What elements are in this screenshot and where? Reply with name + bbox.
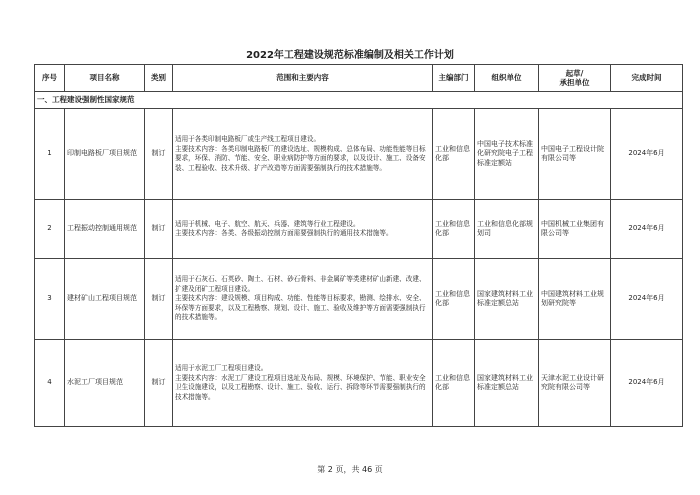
- table-row: [35, 259, 683, 340]
- cell-org: 国家建筑材料工业标准定额总站: [475, 340, 539, 427]
- cell-name: 工程振动控制通用规范: [65, 200, 145, 259]
- cell-dept: 工业和信息化部: [433, 340, 475, 427]
- cell-time: 2024年6月: [611, 200, 683, 259]
- cell-dept: 工业和信息化部: [433, 200, 475, 259]
- cell-type: 制订: [145, 109, 173, 200]
- cell-scope: 适用于机械、电子、航空、航天、兵器、建筑等行业工程建设。 主要技术内容：各类、各级振动控制方面需要强制执行的通用技术措施等。: [173, 200, 433, 259]
- header-time: 完成时间: [611, 65, 683, 92]
- cell-drafter: 中国电子工程设计院有限公司等: [539, 109, 611, 200]
- section-title: 一、工程建设强制性国家规范: [35, 92, 683, 109]
- cell-org: 工业和信息化部规划司: [475, 200, 539, 259]
- cell-name: 建材矿山工程项目规范: [65, 259, 145, 340]
- document-title: 2022年工程建设规范标准编制及相关工作计划: [246, 50, 454, 61]
- cell-type: 制订: [145, 200, 173, 259]
- cell-name: 印制电路板厂项目规范: [65, 109, 145, 200]
- cell-dept: 工业和信息化部: [433, 259, 475, 340]
- header-type: 类别: [145, 65, 173, 92]
- cell-dept: 工业和信息化部: [433, 109, 475, 200]
- cell-scope: 适用于水泥工厂工程项目建设。 主要技术内容：水泥工厂建设工程项目选址及布局、规模、环境保护、节能、职业安全卫生设施建设，以及工程勘察、设计、施工、验收、运行、拆除等环节需要强制执行的技术措施等。: [173, 340, 433, 427]
- header-dept: 主编部门: [433, 65, 475, 92]
- cell-no: 4: [35, 340, 65, 427]
- plan-table: [34, 64, 683, 427]
- cell-drafter: 中国建筑材料工业规划研究院等: [539, 259, 611, 340]
- header-org: 组织单位: [475, 65, 539, 92]
- header-no: 序号: [35, 65, 65, 92]
- header-row: [35, 65, 683, 92]
- cell-type: 制订: [145, 340, 173, 427]
- page-footer: 第 2 页，共 46 页: [317, 465, 383, 474]
- cell-drafter: 中国机械工业集团有限公司等: [539, 200, 611, 259]
- cell-no: 2: [35, 200, 65, 259]
- cell-type: 制订: [145, 259, 173, 340]
- header-drafter: 起草/ 承担单位: [539, 65, 611, 92]
- table-row: [35, 200, 683, 259]
- cell-scope: 适用于石灰石、石英砂、陶土、石材、砂石骨料、非金属矿等类建材矿山新建、改建、扩建及闭矿工程项目建设。 主要技术内容：建设规模、项目构成、功能、性能等目标要求，勘测、绘排水、安全、环保等方面要求，以及工程勘察、规划、设计、施工、验收及维护等方面需要强制执行的技术措施等。: [173, 259, 433, 340]
- header-scope: 范围和主要内容: [173, 65, 433, 92]
- cell-time: 2024年6月: [611, 340, 683, 427]
- cell-org: 中国电子技术标准化研究院电子工程标准定额站: [475, 109, 539, 200]
- cell-drafter: 天津水泥工业设计研究院有限公司等: [539, 340, 611, 427]
- cell-name: 水泥工厂项目规范: [65, 340, 145, 427]
- table-row: [35, 340, 683, 427]
- cell-no: 3: [35, 259, 65, 340]
- cell-scope: 适用于各类印制电路板厂或生产线工程项目建设。 主要技术内容：各类印制电路板厂的建设选址、规模构成、总体布局、功能性能等目标要求，环保、消防、节能、安全、职业病防护等方面的要求，以及设计、施工、设备安装、工程验收、技术升级、扩产改造等方面需要强制执行的技术措施等。: [173, 109, 433, 200]
- table-row: [35, 109, 683, 200]
- cell-no: 1: [35, 109, 65, 200]
- cell-time: 2024年6月: [611, 259, 683, 340]
- section-row: [35, 92, 683, 109]
- cell-org: 国家建筑材料工业标准定额总站: [475, 259, 539, 340]
- cell-time: 2024年6月: [611, 109, 683, 200]
- header-name: 项目名称: [65, 65, 145, 92]
